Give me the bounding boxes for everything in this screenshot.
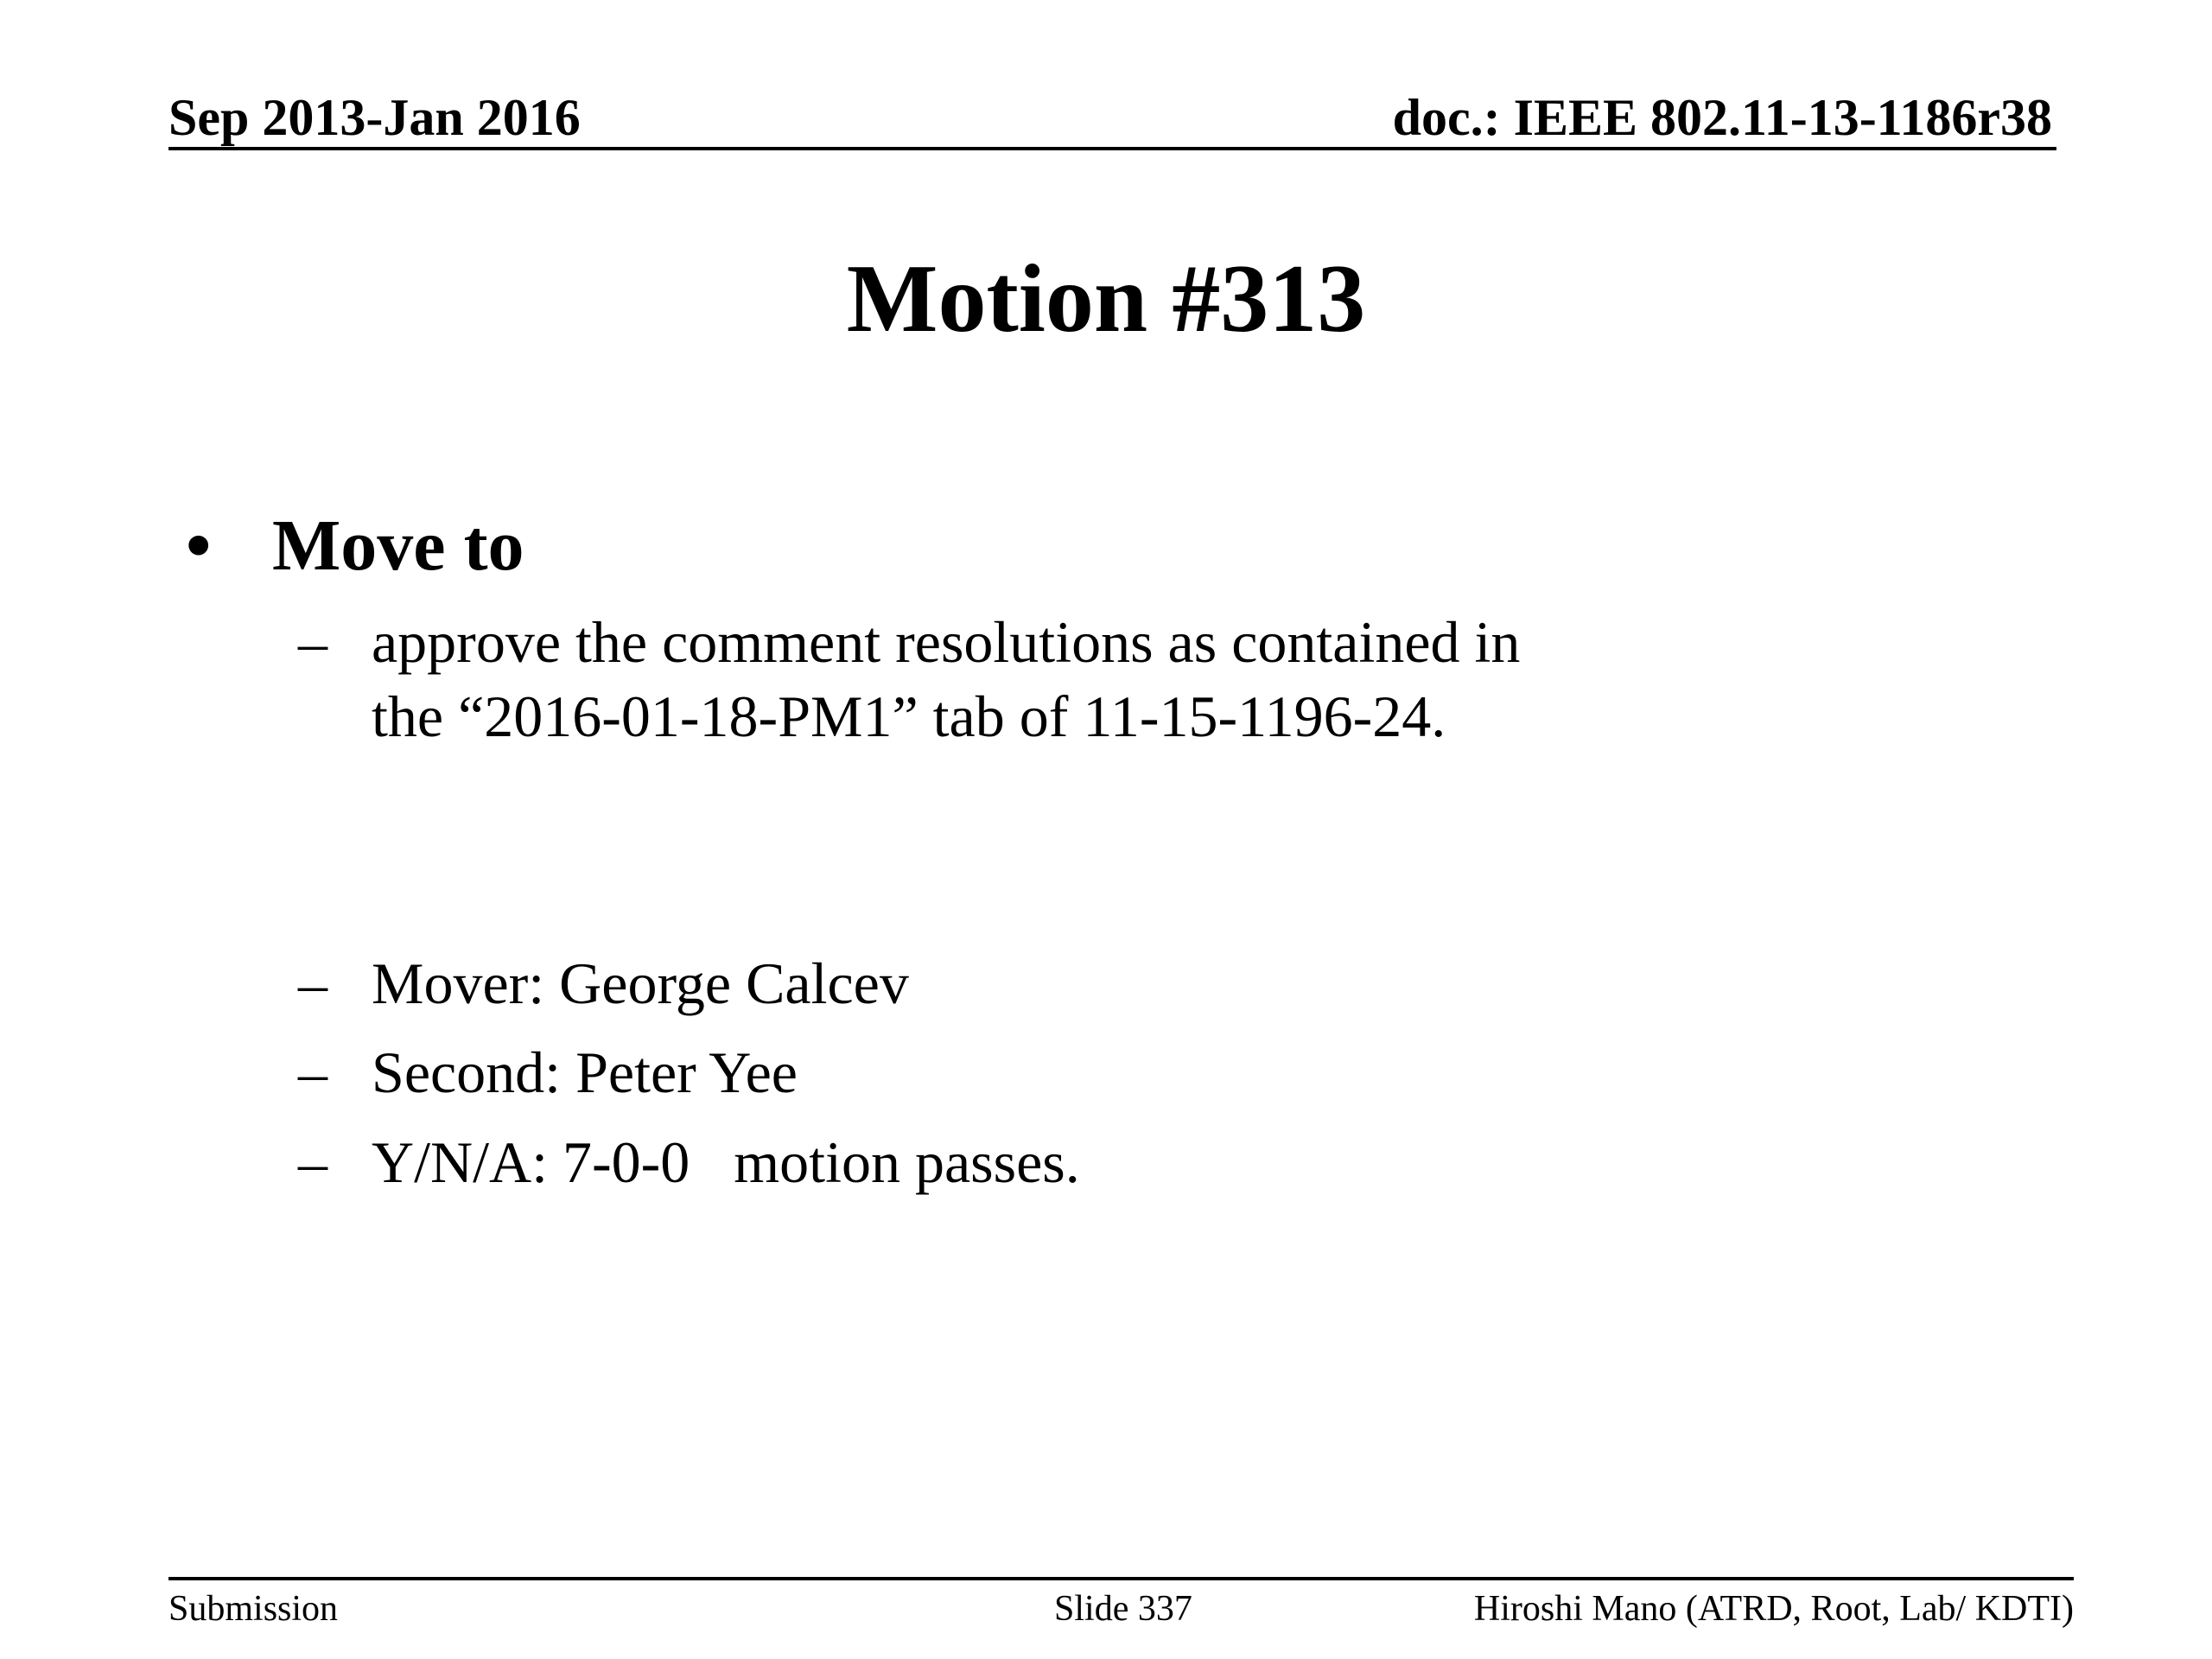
mover-item	[298, 946, 909, 1020]
main-bullet	[186, 505, 524, 586]
motion-text-line-1: approve the comment resolutions as contained in	[372, 609, 1521, 675]
footer-slide-number: Slide 337	[1054, 1589, 1192, 1629]
dash-icon: –	[298, 1039, 327, 1105]
footer-submission: Submission	[168, 1589, 339, 1629]
mover-text: Mover: George Calcev	[372, 950, 909, 1016]
result-text: Y/N/A: 7-0-0 motion passes.	[372, 1129, 1080, 1195]
dash-icon: –	[298, 950, 327, 1016]
motion-text-line-2: the “2016-01-18-PM1” tab of 11-15-1196-24.	[372, 683, 1446, 749]
slide-header	[168, 86, 2056, 150]
header-doc-id: doc.: IEEE 802.11-13-1186r38	[1392, 89, 2052, 146]
main-bullet-text: Move to	[272, 505, 524, 586]
header-date: Sep 2013-Jan 2016	[168, 89, 581, 146]
dash-icon: –	[298, 609, 327, 675]
bullet-icon: •	[186, 505, 212, 586]
motion-text-item	[298, 605, 1520, 753]
footer-author: Hiroshi Mano (ATRD, Root, Lab/ KDTI)	[1473, 1589, 2074, 1629]
slide-footer	[168, 1577, 2074, 1632]
dash-icon: –	[298, 1129, 327, 1195]
result-item	[298, 1125, 1080, 1199]
second-text: Second: Peter Yee	[372, 1039, 798, 1105]
second-item	[298, 1035, 798, 1109]
slide-title: Motion #313	[846, 245, 1366, 353]
